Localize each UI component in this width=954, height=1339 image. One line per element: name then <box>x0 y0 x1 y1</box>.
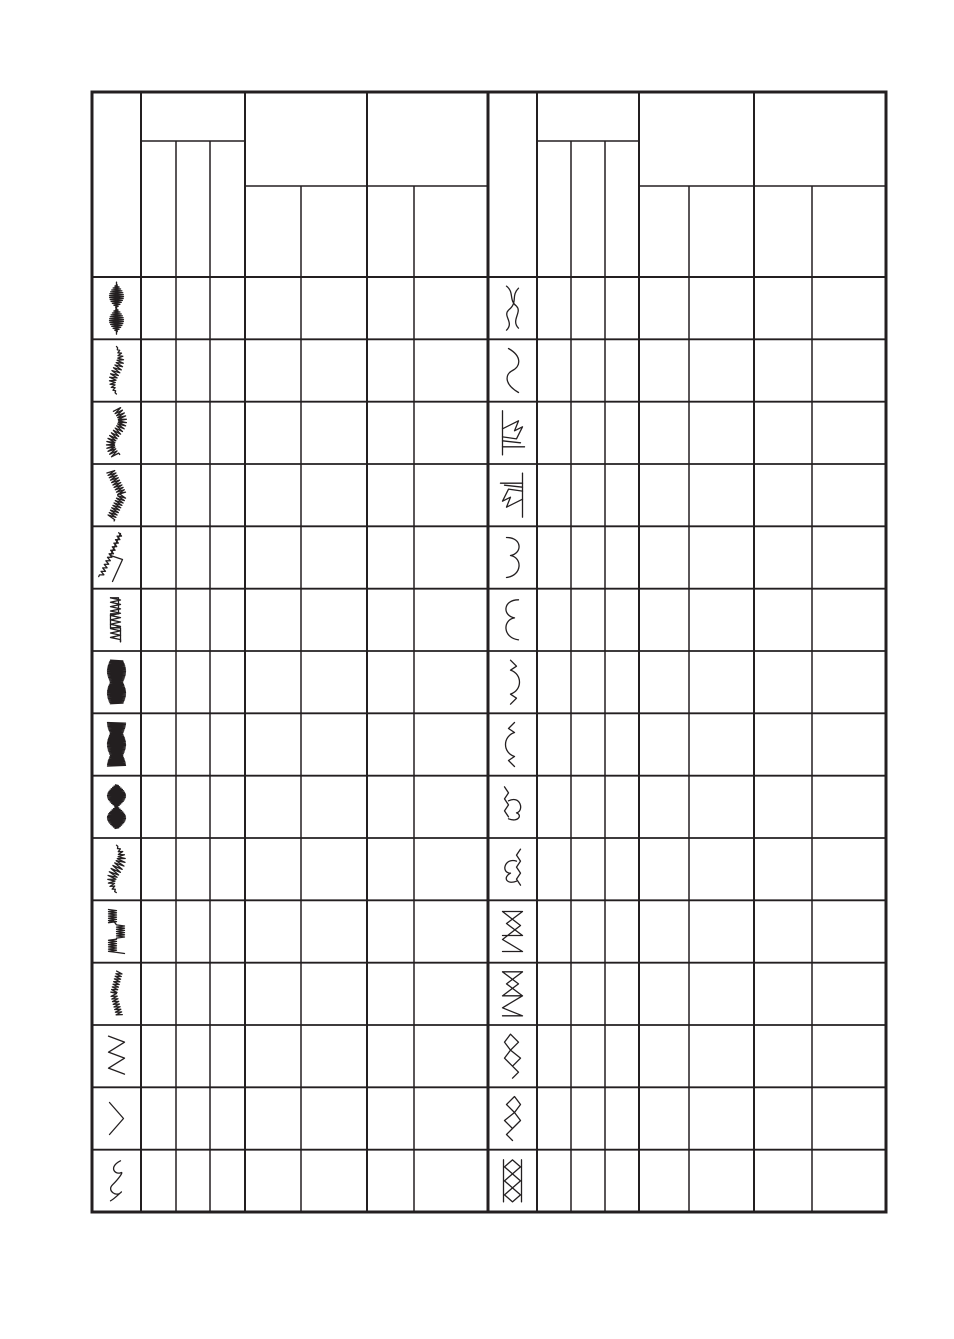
triple-diamond-icon <box>504 1160 522 1202</box>
satin-wave-thin-icon <box>110 347 124 395</box>
satin-square-steps-icon <box>111 598 121 642</box>
single-zigzag-icon <box>110 1103 124 1135</box>
satin-diamond-column-icon <box>110 282 124 334</box>
triangle-pair-filled-icon <box>503 972 523 1016</box>
satin-leaf-wave-icon <box>108 845 125 892</box>
bud-zigzag-alt-icon <box>505 849 521 885</box>
satin-zigzag-steps-icon <box>107 471 126 521</box>
satin-wave-wide-icon <box>107 408 127 457</box>
tulip-up-icon <box>503 411 525 455</box>
scallop-open-right-icon <box>506 600 519 640</box>
stitch-icons <box>99 282 525 1202</box>
wave-hook-right-icon <box>506 723 515 767</box>
feather-cross-icon <box>507 286 519 330</box>
triangle-pair-icon <box>503 912 523 952</box>
satin-scallop-left-icon <box>108 660 126 704</box>
scallop-open-left-icon <box>507 538 520 578</box>
satin-triple-steps-icon <box>109 910 125 954</box>
satin-scallop-right-icon <box>108 723 126 767</box>
satin-chevron-steps-icon <box>111 971 123 1015</box>
wave-hook-left-icon <box>511 660 520 704</box>
tulip-down-icon <box>501 473 523 517</box>
bold-triple-slash-icon <box>109 1036 125 1074</box>
satin-oval-icon <box>108 785 126 829</box>
table-grid <box>92 92 886 1212</box>
s-curve-icon <box>507 349 519 393</box>
diamond-chain-alt-icon <box>505 1097 521 1141</box>
diamond-chain-icon <box>505 1034 521 1078</box>
curl-loop-icon <box>111 1161 122 1201</box>
bud-zigzag-icon <box>505 787 521 820</box>
satin-lightning-icon <box>99 533 123 582</box>
